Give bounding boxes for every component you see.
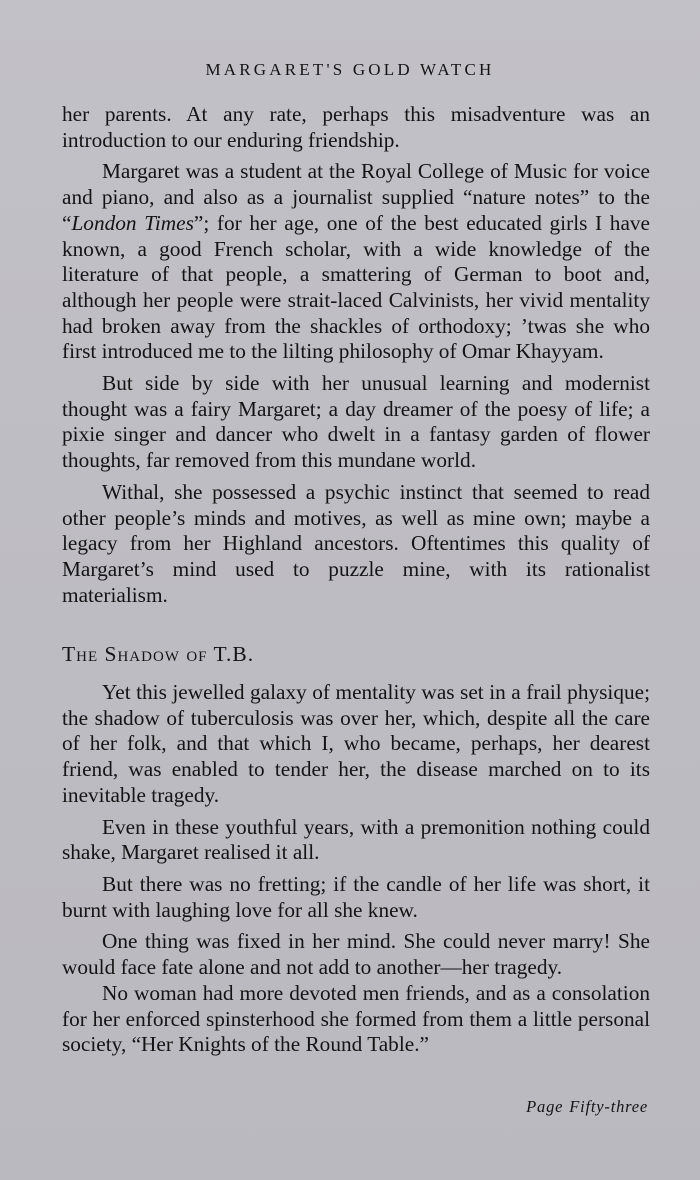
paragraph-text: ”; for her age, one of the best educated girls I have known, a good French scholar, with a wide knowledge of the literature of that people, a smattering of German to boot and, although her people were strait-laced Calvinists, her vivid mentality had broken away from the shackles of orthodoxy; ’twas she who first introduced me to the lilting philosophy of Omar Khayyam.: [62, 210, 650, 364]
paragraph-frail-physique: Yet this jewelled galaxy of mentality was set in a frail physique; the shadow of tuberculosis was over her, which, despite all the care of her folk, and that which I, who became, perhaps, her dearest friend, was enabled to tender her, the disease marched on to its inevitable tragedy.: [62, 680, 650, 807]
paragraph-premonition: Even in these youthful years, with a premonition nothing could shake, Margaret realised it all.: [62, 814, 650, 865]
page-number: [520, 1097, 648, 1117]
paragraph-continued: her parents. At any rate, perhaps this misadventure was an introduction to our enduring friendship.: [62, 102, 650, 152]
paragraph-fairy-margaret: But side by side with her unusual learning and modernist thought was a fairy Margaret; a day dreamer of the poesy of life; a pixie singer and dancer who dwelt in a fantasy garden of flower thoughts, far removed from this mundane world.: [62, 371, 650, 473]
paragraph-text: Margaret was a student at the Royal College of Music for voice and piano, and also as a journalist supplied “nature notes” to the “: [62, 159, 650, 235]
paragraph-knights: No woman had more devoted men friends, and as a consolation for her enforced spinsterhood she formed from them a little personal society, “Her Knights of the Round Table.”: [62, 980, 650, 1057]
page-number-words: Fifty-three: [569, 1097, 648, 1116]
newspaper-title: London Times: [71, 210, 194, 235]
page-word: Page: [526, 1097, 564, 1116]
page-body: [62, 102, 650, 1058]
paragraph-no-fretting: But there was no fretting; if the candle of her life was short, it burnt with laughing love for all she knew.: [62, 871, 650, 922]
paragraph-psychic-instinct: Withal, she possessed a psychic instinct that seemed to read other people’s minds and motives, as well as mine own; maybe a legacy from her Highland ancestors. Oftentimes this quality of Margaret’s mind used to puzzle mine, with its rationalist materialism.: [62, 479, 650, 607]
running-header-title: MARGARET'S GOLD WATCH: [205, 60, 495, 79]
paragraph-royal-college: [62, 159, 650, 365]
section-heading: The Shadow of T.B.: [62, 642, 255, 667]
paragraph-never-marry: One thing was fixed in her mind. She could never marry! She would face fate alone and not add to another—her tragedy.: [62, 929, 650, 980]
